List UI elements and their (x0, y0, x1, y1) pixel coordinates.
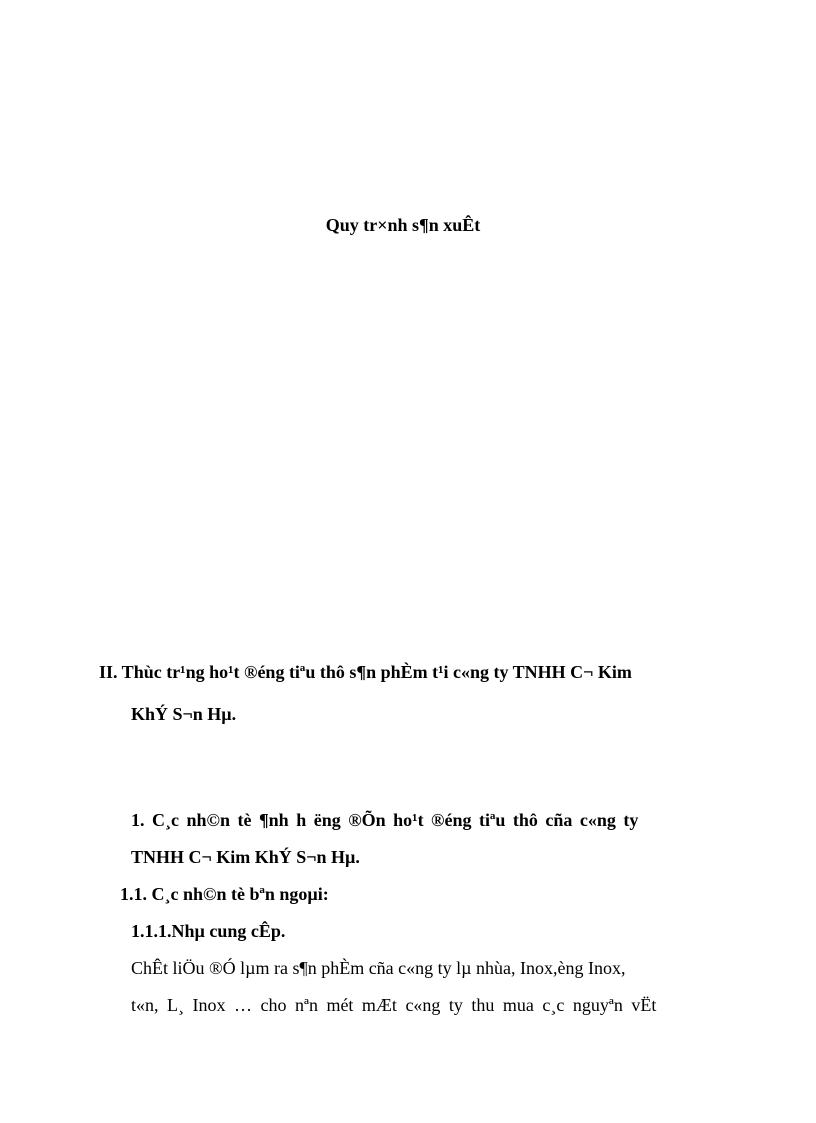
section-1-heading-line-2: TNHH C¬ Kim KhÝ S¬n Hµ. (131, 847, 360, 867)
section-2-heading-line-1: II. Thùc tr¹ng ho¹t ®éng tiªu thô s¶n phÈm t¹i c«ng ty TNHH C¬ Kim (99, 662, 632, 682)
section-2-heading-line-2: KhÝ S¬n Hµ. (131, 704, 237, 724)
paragraph-line-1: ChÊt liÖu ®Ó lµm ra s¶n phÈm cña c«ng ty lµ nhùa, Inox,èng Inox, (131, 958, 626, 978)
paragraph-line-2: t«n, L¸ Inox … cho nªn mét mÆt c«ng ty thu mua c¸c nguyªn vËt (131, 995, 657, 1015)
section-1-1-heading: 1.1. C¸c nh©n tè bªn ngoµi: (120, 884, 329, 904)
section-1-1-1-heading: 1.1.1.Nhµ cung cÊp. (131, 921, 286, 941)
figure-caption: Quy tr×nh s¶n xuÊt (325, 215, 481, 235)
section-1-heading-line-1: 1. C¸c nh©n tè ¶nh h ëng ®Õn ho¹t ®éng tiªu thô cña c«ng ty (131, 810, 639, 830)
